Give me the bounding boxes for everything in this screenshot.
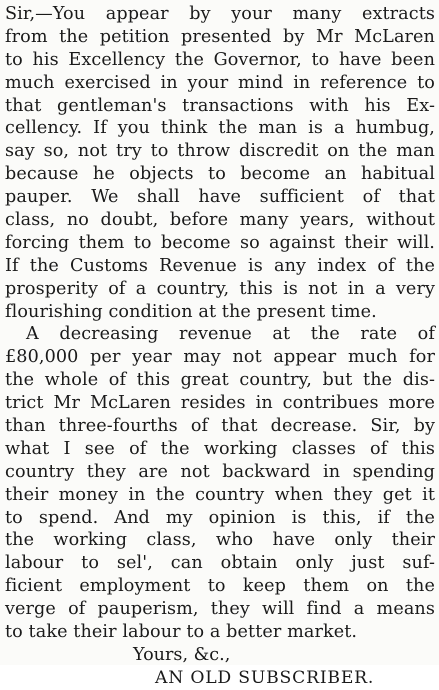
text-line: because he objects to become an habitual [5, 164, 435, 185]
text-line: pauper. We shall have sufficient of that [5, 187, 435, 208]
letter-closing: Yours, &c., [133, 644, 231, 665]
text-line: forcing them to become so against their will. [5, 232, 435, 253]
text-line: If the Customs Revenue is any index of the [5, 255, 435, 276]
text-line: Sir,—You appear by your many extracts [5, 4, 435, 24]
text-line: from the petition presented by Mr McLaren [5, 26, 435, 47]
text-line: that gentleman's transactions with his Ex- [5, 95, 435, 116]
text-line: to spend. And my opinion is this, if the [5, 507, 435, 528]
text-line: the working class, who have only their [5, 530, 435, 551]
text-line: £80,000 per year may not appear much for [5, 347, 435, 368]
letter-signature: AN OLD SUBSCRIBER. [155, 667, 375, 688]
text-line: their money in the country when they get it [5, 484, 435, 505]
text-line: flourishing condition at the present time. [5, 301, 377, 322]
text-line: prosperity of a country, this is not in a very [5, 278, 435, 299]
text-line: trict Mr McLaren resides in contribues more [5, 393, 435, 414]
letter-body [5, 3, 435, 644]
text-line: much exercised in your mind in reference to [5, 72, 435, 93]
text-line: class, no doubt, before many years, without [5, 210, 435, 231]
text-line: labour to sel', can obtain only just suf- [5, 553, 435, 574]
text-line: to take their labour to a better market. [5, 622, 358, 643]
text-line: ficient employment to keep them on the [5, 576, 435, 597]
text-line: to his Excellency the Governor, to have been [5, 49, 435, 70]
text-line: A decreasing revenue at the rate of [26, 324, 435, 345]
text-line: country they are not backward in spending [5, 461, 435, 482]
text-line: the whole of this great country, but the dis- [5, 370, 435, 391]
text-line: verge of pauperism, they will find a means [5, 599, 435, 620]
text-line: what I see of the working classes of this [5, 438, 435, 459]
text-line: say so, not try to throw discredit on the man [5, 141, 435, 162]
text-line: than three-fourths of that decrease. Sir, by [5, 416, 435, 437]
text-line: cellency. If you think the man is a humbug, [5, 118, 435, 139]
